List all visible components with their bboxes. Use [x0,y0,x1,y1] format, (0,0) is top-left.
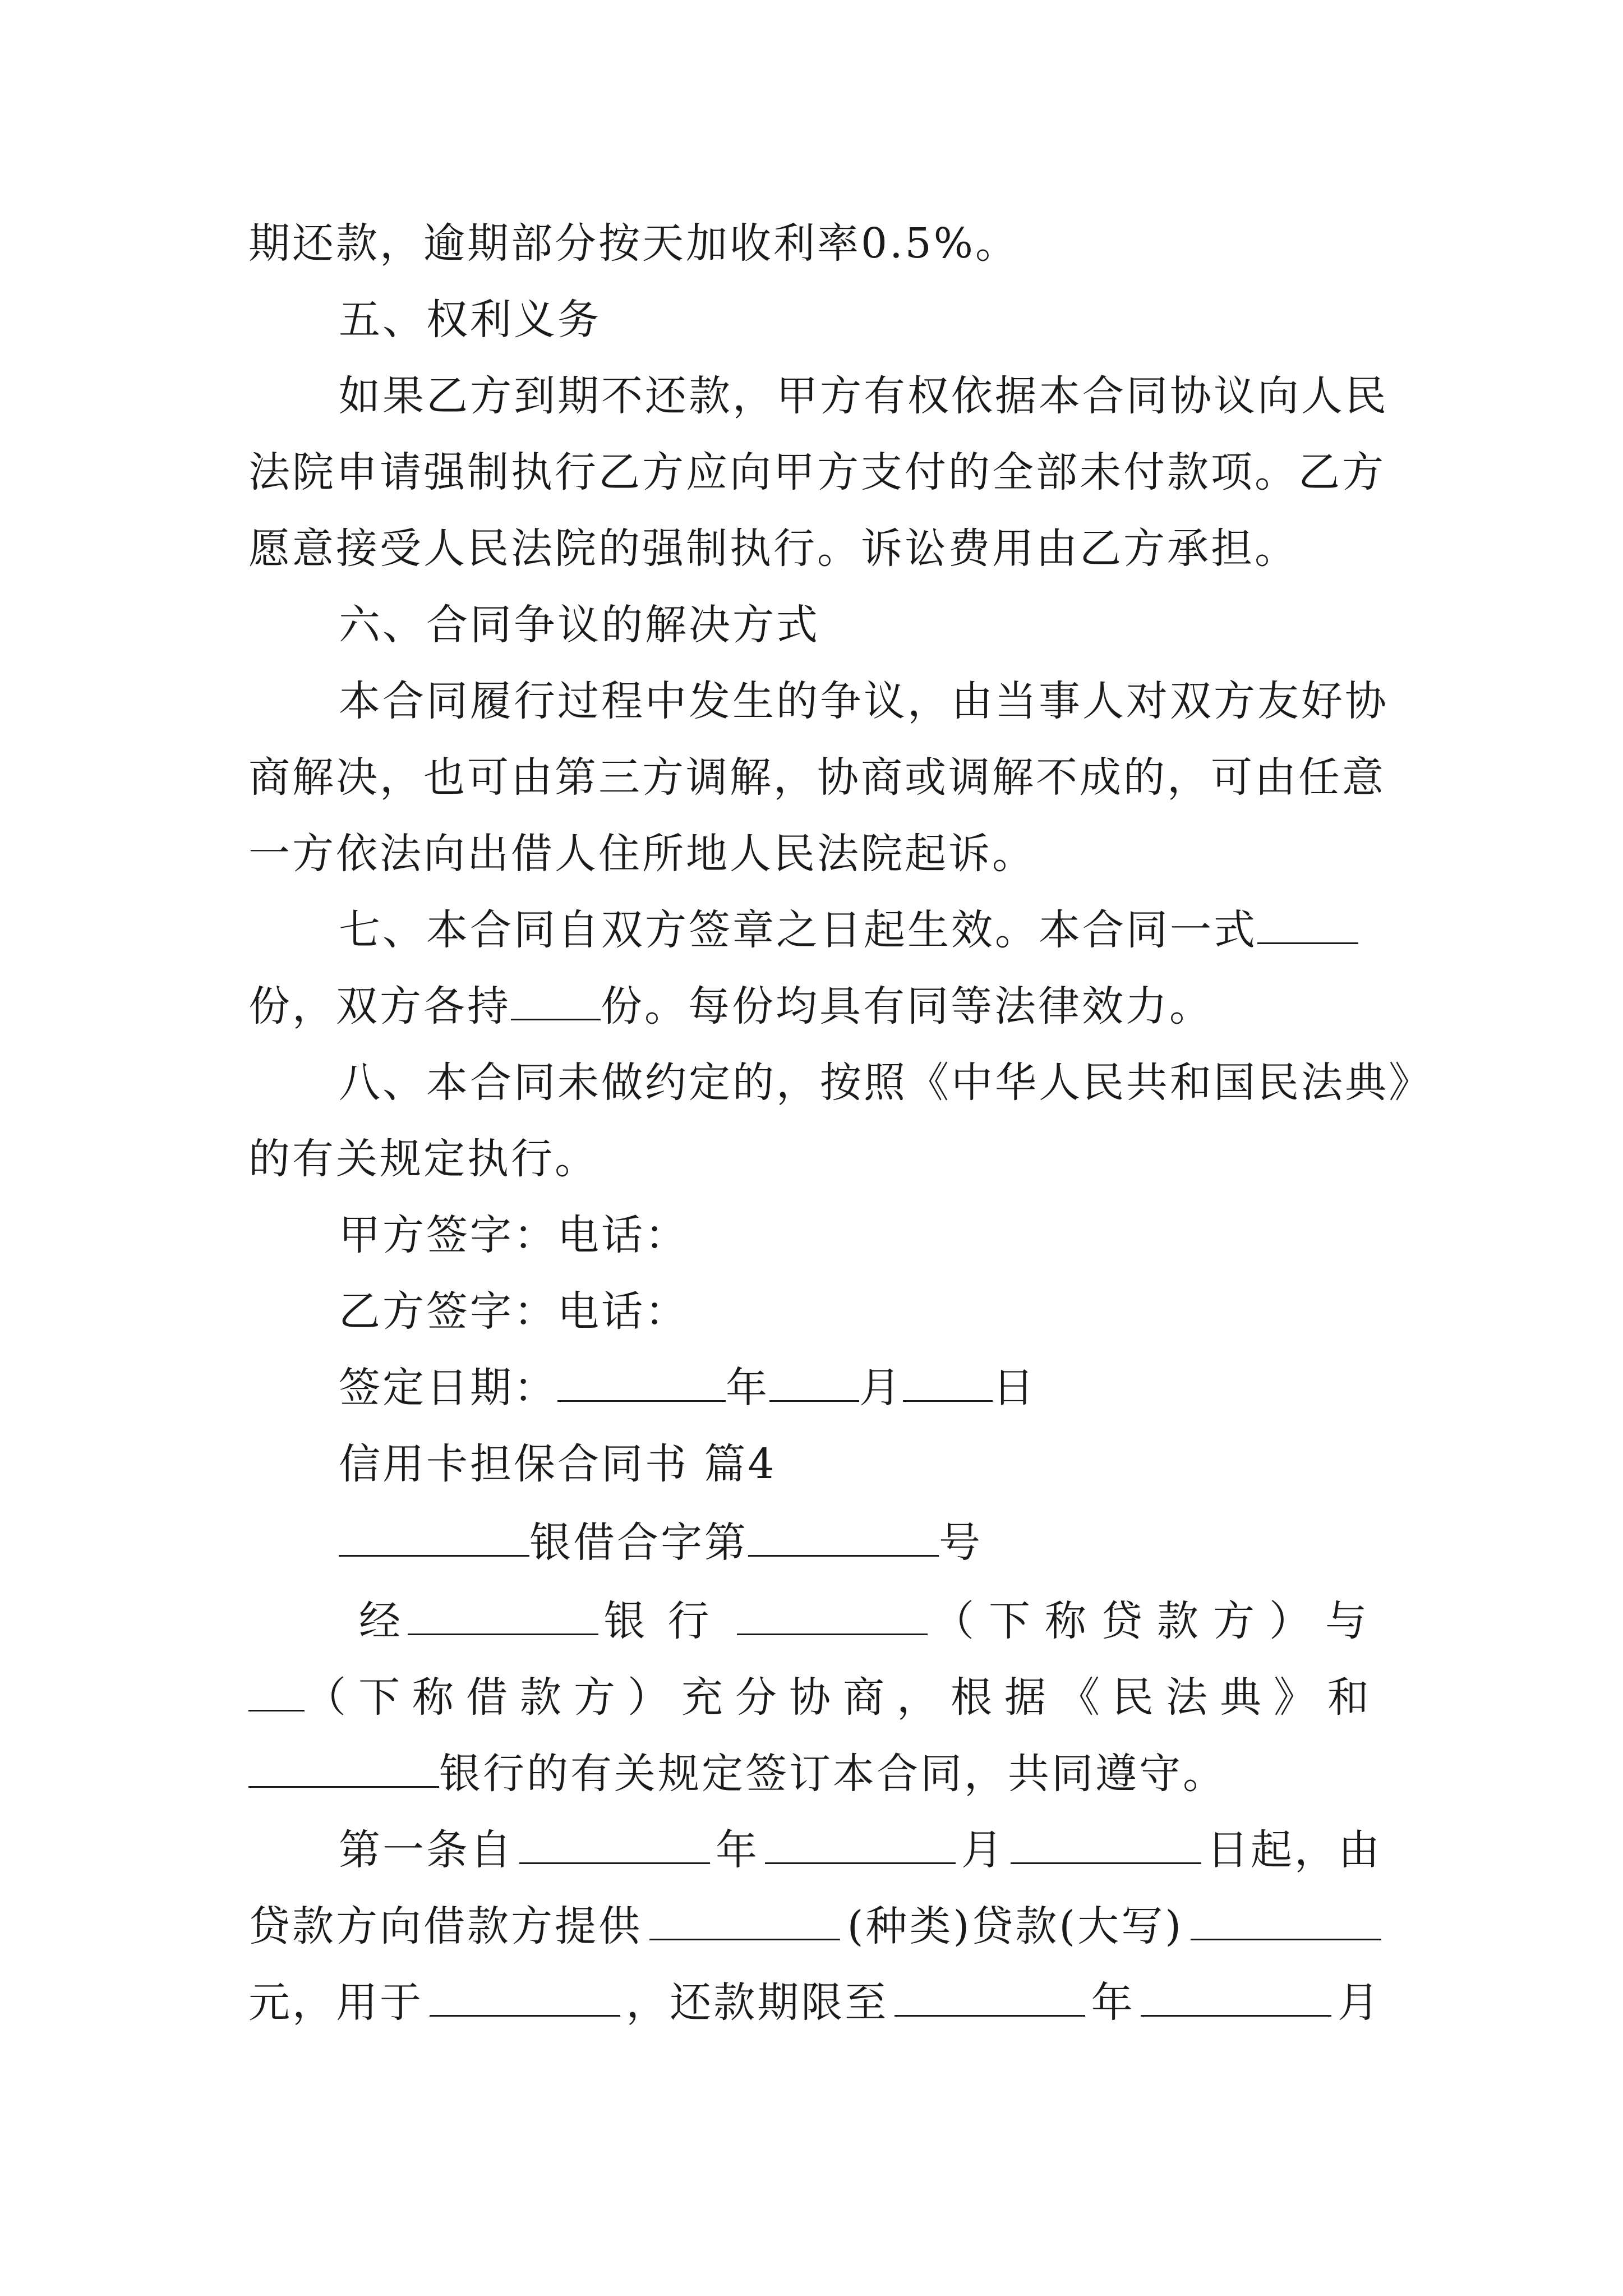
text: 年 [716,1826,759,1874]
blank-field [339,1516,529,1557]
blank-field [649,1899,840,1940]
blank-field [748,1516,939,1557]
text: 法院申请强制执行乙方应向甲方支付的全部未付款项。乙方 [248,448,1386,496]
text: 日起，由 [1207,1826,1382,1874]
paragraph-line [248,215,1019,272]
text: (种类)贷款(大写) [847,1902,1184,1950]
blank-field [769,1361,859,1402]
text: 甲方签字：电话： [339,1211,689,1259]
text: 五、权利义务 [339,296,601,344]
text: 份。每份均具有同等法律效力。 [601,982,1213,1030]
text: 签定日期： [339,1364,557,1412]
blank-field [765,1823,956,1864]
signature-line-party-b [339,1283,689,1340]
blank-field [408,1594,598,1635]
paragraph-line [339,368,1389,424]
paragraph-line [248,1131,598,1187]
paragraph-line [248,1746,1227,1802]
text: 年 [1091,1978,1135,2027]
text: 年 [726,1364,769,1412]
text: 第一条自 [339,1826,514,1874]
paragraph-line [339,902,1358,958]
text: （下称贷款方）与 [933,1597,1381,1645]
text: 乙方签字：电话： [339,1287,689,1336]
blank-field [1011,1823,1201,1864]
document-subtitle [339,1436,777,1492]
signature-line-party-a [339,1207,689,1263]
paragraph-line [248,521,1298,577]
text: 一方依法向出借人住所地人民法院起诉。 [248,830,1036,878]
section-heading [339,292,601,348]
paragraph-line [339,1055,1432,1111]
text: 愿意接受人民法院的强制执行。诉讼费用由乙方承担。 [248,524,1298,573]
paragraph-line [359,1593,1381,1649]
blank-field [1257,903,1358,944]
paragraph-line [248,749,1386,806]
text: 元，用于 [248,1978,423,2027]
text: 信用卡担保合同书 篇4 [339,1440,777,1488]
blank-field [557,1361,726,1402]
contract-number-line [339,1515,983,1571]
text: 月 [1337,1978,1381,2027]
text: 银行 [603,1597,732,1645]
text: 八、本合同未做约定的，按照《中华人民共和国民法典》 [339,1059,1432,1107]
text: 七、本合同自双方签章之日起生效。本合同一式 [339,906,1257,954]
blank-field [895,1976,1085,2017]
paragraph-line [339,1822,1382,1878]
text: 如果乙方到期不还款，甲方有权依据本合同协议向人民 [339,372,1389,420]
text: 期还款，逾期部分按天加收利率0.5%。 [248,219,1019,268]
text: 月 [961,1826,1005,1874]
text: ，还款期限至 [626,1978,889,2027]
text: 月 [859,1364,903,1412]
blank-field [430,1976,620,2017]
text: 本合同履行过程中发生的争议，由当事人对双方友好协 [339,677,1389,725]
signing-date-line [339,1360,1036,1416]
blank-field [903,1361,993,1402]
text: （下称借款方）充分协商，根据《民法典》和 [305,1673,1381,1722]
blank-field [248,1671,305,1711]
text: 六、合同争议的解决方式 [339,601,820,649]
text: 银行的有关规定签订本合同，共同遵守。 [439,1750,1227,1798]
text: 贷款方向借款方提供 [248,1902,642,1950]
blank-field [1191,1899,1381,1940]
blank-field [248,1747,439,1788]
paragraph-line [248,978,1213,1034]
paragraph-line [248,1898,1381,1954]
text: 的有关规定执行。 [248,1135,598,1183]
section-heading [339,597,820,653]
blank-field [737,1594,928,1635]
blank-field [519,1823,710,1864]
blank-field [1141,1976,1331,2017]
blank-field [511,979,601,1020]
paragraph-line [248,444,1386,500]
text: 商解决，也可由第三方调解，协商或调解不成的，可由任意 [248,753,1386,802]
paragraph-line [248,1975,1381,2031]
text: 银借合字第 [529,1519,748,1567]
text: 号 [939,1519,983,1567]
text: 日 [993,1364,1036,1412]
text: 经 [359,1597,403,1645]
paragraph-line [248,826,1036,882]
text: 份，双方各持 [248,982,511,1030]
paragraph-line [339,673,1389,729]
paragraph-line [248,1669,1381,1726]
